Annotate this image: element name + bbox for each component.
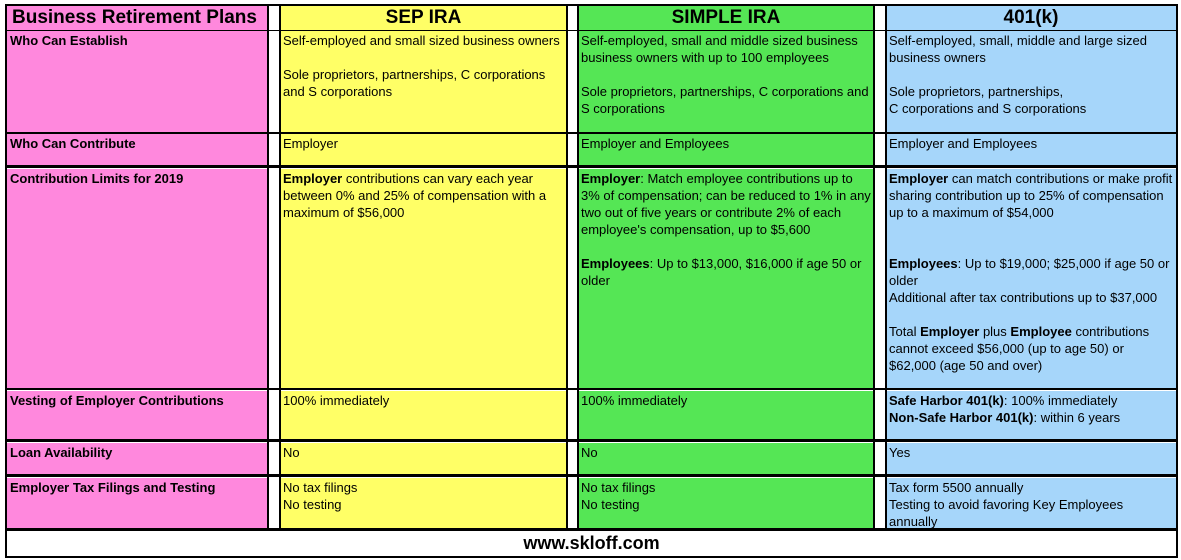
- header-simple-ira: SIMPLE IRA: [578, 6, 874, 30]
- grid-line: [5, 165, 1178, 168]
- cell-text: Sole proprietors, partnerships,: [889, 84, 1064, 99]
- cell-401k-limits: [886, 169, 1176, 388]
- grid-line: [5, 439, 1178, 442]
- cell-text: Tax form 5500 annually: [889, 480, 1024, 495]
- cell-401k-contribute: [886, 134, 1176, 165]
- grid-line: [5, 132, 1178, 134]
- cell-text: Self-employed, small, middle and large sized business owners: [889, 33, 1147, 65]
- grid-line: [279, 4, 281, 530]
- row-label-tax-filings: Employer Tax Filings and Testing: [7, 478, 268, 528]
- grid-line: [873, 4, 875, 530]
- cell-text: No: [581, 445, 598, 460]
- cell-text: Employer: Match employee contributions up to 3% of compensation; can be reduced to 1% in any two out of five years or contribute 2% of each employee's compensation, up to $5,600: [581, 171, 871, 237]
- cell-text: Employees: Up to $19,000; $25,000 if age 50 or older: [889, 256, 1170, 288]
- header-401k: 401(k): [886, 6, 1176, 30]
- cell-simple-limits: [578, 169, 874, 388]
- cell-sep-tax: [280, 478, 567, 528]
- cell-text: Sole proprietors, partnerships, C corporations and S corporations: [283, 67, 546, 99]
- cell-sep-contribute: [280, 134, 567, 165]
- cell-text: Employer can match contributions or make profit sharing contribution up to 25% of compensation up to a maximum of $54,000: [889, 171, 1173, 220]
- cell-text: Total Employer plus Employee contributions cannot exceed $56,000 (up to age 50) or $62,000 (age 50 and over): [889, 324, 1150, 373]
- cell-text: 100% immediately: [581, 393, 688, 408]
- footer-website: www.skloff.com: [7, 531, 1176, 556]
- cell-text: Self-employed, small and middle sized business business owners with up to 100 employees: [581, 33, 858, 65]
- grid-line: [5, 528, 1178, 531]
- cell-text: Employees: Up to $13,000, $16,000 if age 50 or older: [581, 256, 862, 288]
- grid-line: [885, 4, 887, 530]
- cell-text: 100% immediately: [283, 393, 390, 408]
- cell-text: Self-employed and small sized business owners: [283, 33, 560, 48]
- cell-sep-loan: [280, 443, 567, 474]
- grid-line: [566, 4, 568, 530]
- grid-line: [267, 4, 269, 530]
- cell-text: Sole proprietors, partnerships, C corporations and S corporations: [581, 84, 869, 116]
- grid-line: [5, 556, 1178, 558]
- cell-text: No: [283, 445, 300, 460]
- cell-simple-tax: [578, 478, 874, 528]
- cell-401k-establish: [886, 31, 1176, 132]
- cell-sep-limits: [280, 169, 567, 388]
- title-header: Business Retirement Plans: [7, 6, 268, 30]
- cell-text: Testing to avoid favoring Key Employees annually: [889, 497, 1124, 528]
- cell-sep-vesting: [280, 391, 567, 439]
- cell-text: No testing: [283, 497, 342, 512]
- row-label-vesting: Vesting of Employer Contributions: [7, 391, 268, 439]
- cell-simple-contribute: [578, 134, 874, 165]
- cell-401k-loan: [886, 443, 1176, 474]
- row-label-who-can-establish: Who Can Establish: [7, 31, 268, 132]
- row-label-who-can-contribute: Who Can Contribute: [7, 134, 268, 165]
- cell-text: No tax filings: [581, 480, 656, 495]
- cell-text: Employer and Employees: [581, 136, 730, 151]
- cell-text: Employer and Employees: [889, 136, 1038, 151]
- cell-text: No tax filings: [283, 480, 358, 495]
- cell-sep-establish: [280, 31, 567, 132]
- cell-text: C corporations and S corporations: [889, 101, 1087, 116]
- cell-text: No testing: [581, 497, 640, 512]
- cell-text: Non-Safe Harbor 401(k): within 6 years: [889, 410, 1121, 425]
- header-sep-ira: SEP IRA: [280, 6, 567, 30]
- cell-text: Employer: [283, 136, 338, 151]
- cell-text: Employer contributions can vary each year between 0% and 25% of compensation with a maximum of $56,000: [283, 171, 547, 220]
- row-label-contribution-limits: Contribution Limits for 2019: [7, 169, 268, 388]
- grid-line: [5, 30, 1178, 31]
- grid-line: [5, 388, 1178, 390]
- grid-line: [5, 4, 1178, 6]
- cell-401k-vesting: [886, 391, 1176, 439]
- cell-text: Yes: [889, 445, 911, 460]
- grid-line: [577, 4, 579, 530]
- row-label-loan: Loan Availability: [7, 443, 268, 474]
- cell-401k-tax: [886, 478, 1176, 528]
- cell-simple-loan: [578, 443, 874, 474]
- cell-simple-establish: [578, 31, 874, 132]
- cell-simple-vesting: [578, 391, 874, 439]
- cell-text: Additional after tax contributions up to $37,000: [889, 290, 1158, 305]
- cell-text: Safe Harbor 401(k): 100% immediately: [889, 393, 1118, 408]
- grid-line: [5, 474, 1178, 477]
